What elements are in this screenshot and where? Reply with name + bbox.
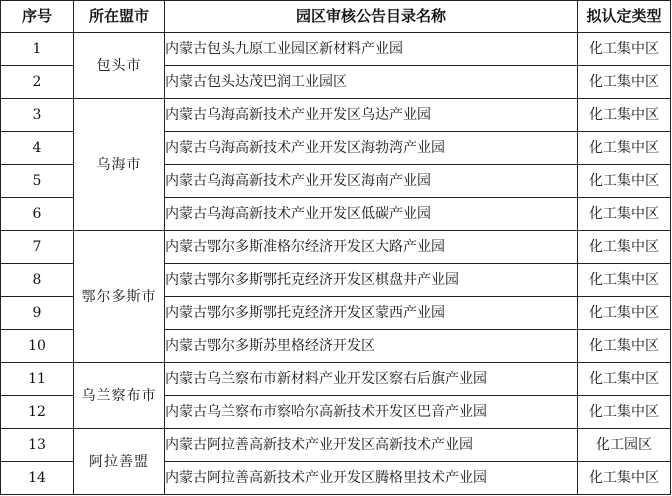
park-name-cell: 内蒙古乌海高新技术产业开发区低碳产业园 [165,198,578,231]
table-body [1,33,671,495]
table-header [1,1,671,33]
row-number: 8 [1,264,74,297]
type-cell: 化工集中区 [578,264,671,297]
row-number: 2 [1,66,74,99]
park-name-cell: 内蒙古阿拉善高新技术产业开发区高新技术产业园 [165,429,578,462]
row-number: 1 [1,33,74,66]
row-number: 6 [1,198,74,231]
park-name-cell: 内蒙古鄂尔多斯鄂托克经济开发区棋盘井产业园 [165,264,578,297]
header-row [1,1,671,33]
header-num: 序号 [1,1,74,33]
row-number: 9 [1,297,74,330]
city-cell: 乌兰察布市 [74,363,165,429]
type-cell: 化工集中区 [578,330,671,363]
type-cell: 化工集中区 [578,297,671,330]
type-cell: 化工集中区 [578,99,671,132]
type-cell: 化工集中区 [578,132,671,165]
type-cell: 化工集中区 [578,363,671,396]
park-name-cell: 内蒙古乌海高新技术产业开发区乌达产业园 [165,99,578,132]
row-number: 3 [1,99,74,132]
row-number: 7 [1,231,74,264]
park-name-cell: 内蒙古乌海高新技术产业开发区海南产业园 [165,165,578,198]
city-cell: 包头市 [74,33,165,99]
type-cell: 化工集中区 [578,396,671,429]
type-cell: 化工集中区 [578,231,671,264]
park-name-cell: 内蒙古乌兰察布市察哈尔高新技术开发区巴音产业园 [165,396,578,429]
row-number: 11 [1,363,74,396]
table-row [1,99,671,132]
park-name-cell: 内蒙古阿拉善高新技术产业开发区腾格里技术产业园 [165,462,578,495]
type-cell: 化工集中区 [578,66,671,99]
header-park: 园区审核公告目录名称 [165,1,578,33]
table-row [1,33,671,66]
city-cell: 鄂尔多斯市 [74,231,165,363]
park-name-cell: 内蒙古乌海高新技术产业开发区海勃湾产业园 [165,132,578,165]
row-number: 14 [1,462,74,495]
header-city: 所在盟市 [74,1,165,33]
row-number: 5 [1,165,74,198]
row-number: 10 [1,330,74,363]
type-cell: 化工集中区 [578,165,671,198]
city-cell: 乌海市 [74,99,165,231]
row-number: 4 [1,132,74,165]
table-row [1,429,671,462]
city-cell: 阿拉善盟 [74,429,165,495]
park-name-cell: 内蒙古包头九原工业园区新材料产业园 [165,33,578,66]
table-row [1,231,671,264]
row-number: 13 [1,429,74,462]
row-number: 12 [1,396,74,429]
header-type: 拟认定类型 [578,1,671,33]
type-cell: 化工集中区 [578,33,671,66]
type-cell: 化工集中区 [578,462,671,495]
park-name-cell: 内蒙古鄂尔多斯苏里格经济开发区 [165,330,578,363]
park-name-cell: 内蒙古包头达茂巴润工业园区 [165,66,578,99]
park-name-cell: 内蒙古鄂尔多斯准格尔经济开发区大路产业园 [165,231,578,264]
type-cell: 化工集中区 [578,198,671,231]
type-cell: 化工园区 [578,429,671,462]
park-name-cell: 内蒙古鄂尔多斯鄂托克经济开发区蒙西产业园 [165,297,578,330]
park-name-cell: 内蒙古乌兰察布市新材料产业开发区察右后旗产业园 [165,363,578,396]
table-row [1,363,671,396]
